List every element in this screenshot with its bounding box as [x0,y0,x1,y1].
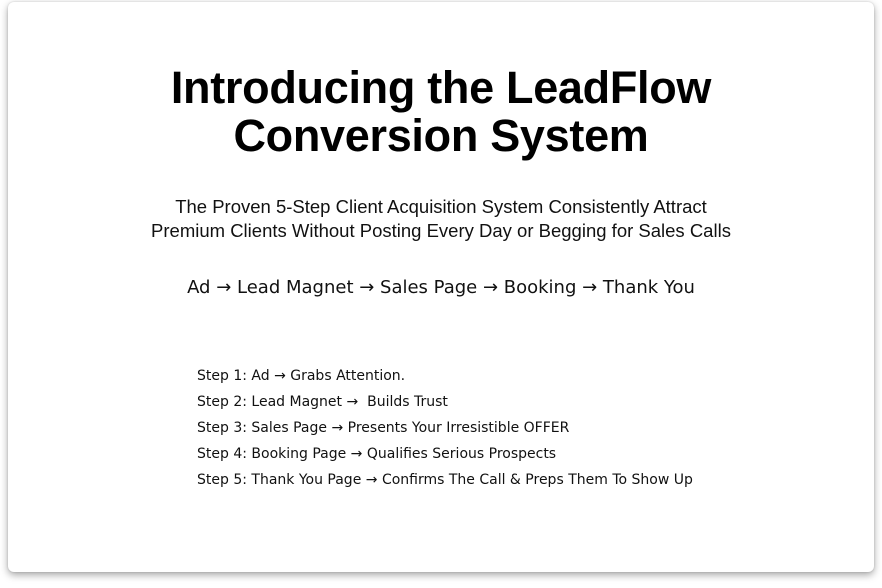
slide-title-line-2: Conversion System [233,110,649,161]
step-item-3: Step 3: Sales Page → Presents Your Irresistible OFFER [197,420,570,436]
slide-subtitle-line-1: The Proven 5-Step Client Acquisition System Consistently Attract [175,196,707,217]
slide-title [0,64,882,160]
step-item-4: Step 4: Booking Page → Qualifies Serious Prospects [197,446,557,462]
slide-subtitle [0,195,882,243]
funnel-flow: Ad → Lead Magnet → Sales Page → Booking → Thank You [187,277,695,298]
steps-list [197,363,797,493]
step-item-1: Step 1: Ad → Grabs Attention. [197,368,406,384]
slide-title-line-1: Introducing the LeadFlow [170,62,712,113]
step-item-5: Step 5: Thank You Page → Confirms The Call & Preps Them To Show Up [197,472,693,488]
slide-subtitle-line-2: Premium Clients Without Posting Every Day or Begging for Sales Calls [151,220,731,241]
step-item-2: Step 2: Lead Magnet → Builds Trust [197,394,448,410]
